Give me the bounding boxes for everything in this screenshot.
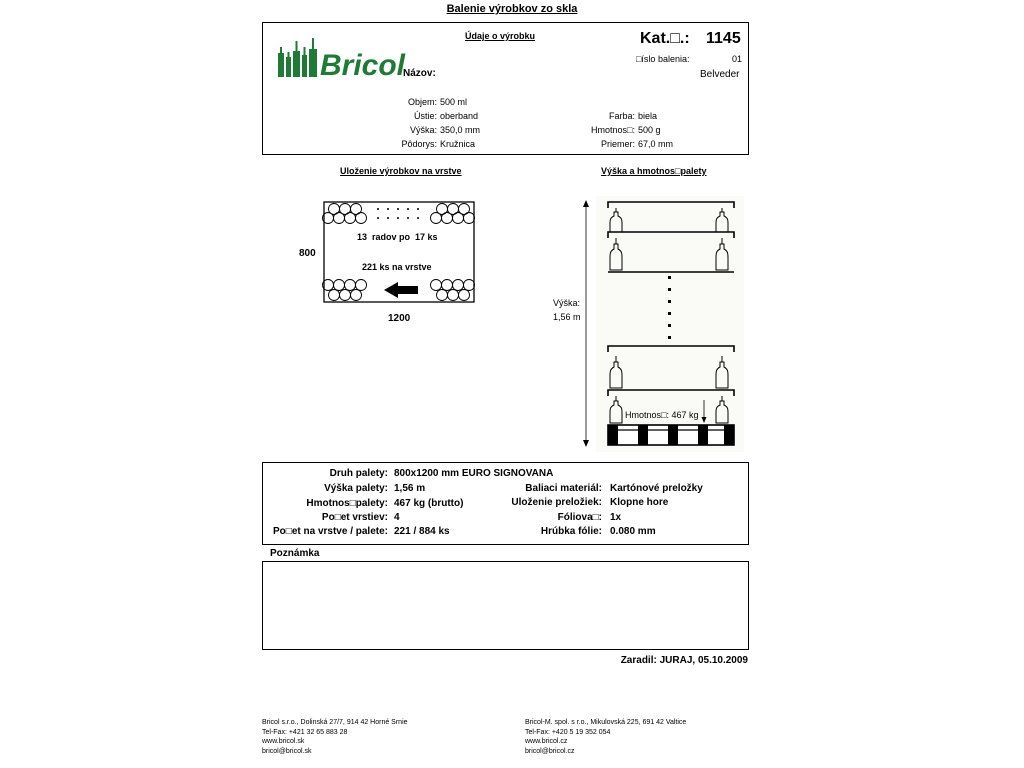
druh-label: Druh palety: (329, 468, 388, 479)
pocet-na-label: Po□et na vrstve / palete: (273, 526, 388, 537)
hrubka-label: Hrúbka fólie: (540, 526, 602, 537)
note-title: Poznámka (270, 548, 320, 559)
zaradil-text: Zaradil: JURAJ, 05.10.2009 (620, 655, 748, 666)
druh-value: 800x1200 mm EURO SIGNOVANA (394, 468, 554, 479)
ulozenie-label: Uloženie preložiek: (511, 497, 602, 508)
footer-left-phone: Tel-Fax: +421 32 65 883 28 (262, 728, 348, 736)
pallet-title: Výška a hmotnos□palety (601, 166, 707, 176)
kat-label: Kat.□.: (640, 30, 690, 47)
ustie-label: Ústie: (413, 111, 437, 121)
layer-count-text: 221 ks na vrstve (362, 262, 432, 272)
pallet-weight-text: Hmotnos□: 467 kg (625, 410, 699, 420)
foliovanie-label: Fóliova□: (557, 512, 602, 523)
note-box[interactable] (262, 561, 749, 650)
footer-right-web[interactable]: www.bricol.cz (525, 738, 568, 745)
material-value: Kartónové preložky (610, 483, 703, 494)
priemer-label: Priemer: (600, 139, 635, 149)
hrubka-value: 0.080 mm (610, 526, 656, 537)
footer-left-web[interactable]: www.bricol.sk (262, 738, 305, 745)
layer-title: Uloženie výrobkov na vrstve (340, 166, 462, 176)
cislo-value: 01 (732, 54, 743, 64)
footer-left-email[interactable]: bricol@bricol.sk (262, 747, 312, 755)
podorys-label: Pôdorys: (401, 139, 437, 149)
hmotnost-label: Hmotnos□: (591, 125, 635, 135)
kat-value: 1145 (706, 30, 741, 47)
pocet-na-value: 221 / 884 ks (394, 526, 450, 537)
footer-right-phone: Tel-Fax: +420 5 19 352 054 (525, 728, 611, 736)
farba-label: Farba: (608, 111, 635, 121)
hmotnost-palety-value: 467 kg (brutto) (394, 498, 464, 509)
footer-left (262, 718, 408, 756)
vyska-palety-value: 1,56 m (394, 483, 426, 494)
layer-width-label: 800 (299, 248, 316, 259)
ustie-value: oberband (440, 111, 479, 121)
foliovanie-value: 1x (610, 512, 622, 523)
footer-left-address: Bricol s.r.o., Dolinská 27/7, 914 42 Horné Srnie (262, 719, 408, 726)
pocet-vrstiev-value: 4 (394, 512, 400, 523)
cislo-label: □íslo balenia: (636, 54, 690, 64)
priemer-value: 67,0 mm (638, 139, 674, 149)
podorys-value: Kružnica (440, 139, 476, 149)
ulozenie-value: Klopne hore (610, 497, 669, 508)
hmotnost-value: 500 g (638, 125, 661, 135)
footer-right-email[interactable]: bricol@bricol.cz (525, 747, 575, 755)
nazov-value: Belveder (700, 69, 740, 80)
pocet-vrstiev-label: Po□et vrstiev: (321, 512, 388, 523)
vyska-label: Výška: (409, 125, 437, 135)
farba-value: biela (638, 111, 658, 121)
pallet-height-label: Výška: (553, 298, 581, 308)
material-label: Baliaci materiál: (525, 483, 602, 494)
product-section-title: Údaje o výrobku (465, 31, 536, 41)
vyska-value: 350,0 mm (440, 125, 481, 135)
objem-value: 500 ml (440, 97, 468, 107)
bricol-logo (276, 35, 406, 85)
objem-label: Objem: (407, 97, 437, 107)
layer-diagram (320, 198, 480, 306)
layer-rows-text: 13 radov po 17 ks (357, 232, 438, 242)
footer-right (525, 718, 686, 756)
vyska-palety-label: Výška palety: (324, 483, 388, 494)
pallet-height-value: 1,56 m (553, 312, 581, 322)
footer-right-address: Bricol-M. spol. s r.o., Mikulovská 225, 691 42 Valtice (525, 719, 687, 726)
hmotnost-palety-label: Hmotnos□palety: (306, 498, 388, 509)
layer-length-label: 1200 (388, 313, 411, 324)
page-title: Balenie výrobkov zo skla (446, 3, 578, 15)
nazov-label: Názov: (403, 68, 436, 79)
logo-text: Bricol (320, 49, 406, 82)
